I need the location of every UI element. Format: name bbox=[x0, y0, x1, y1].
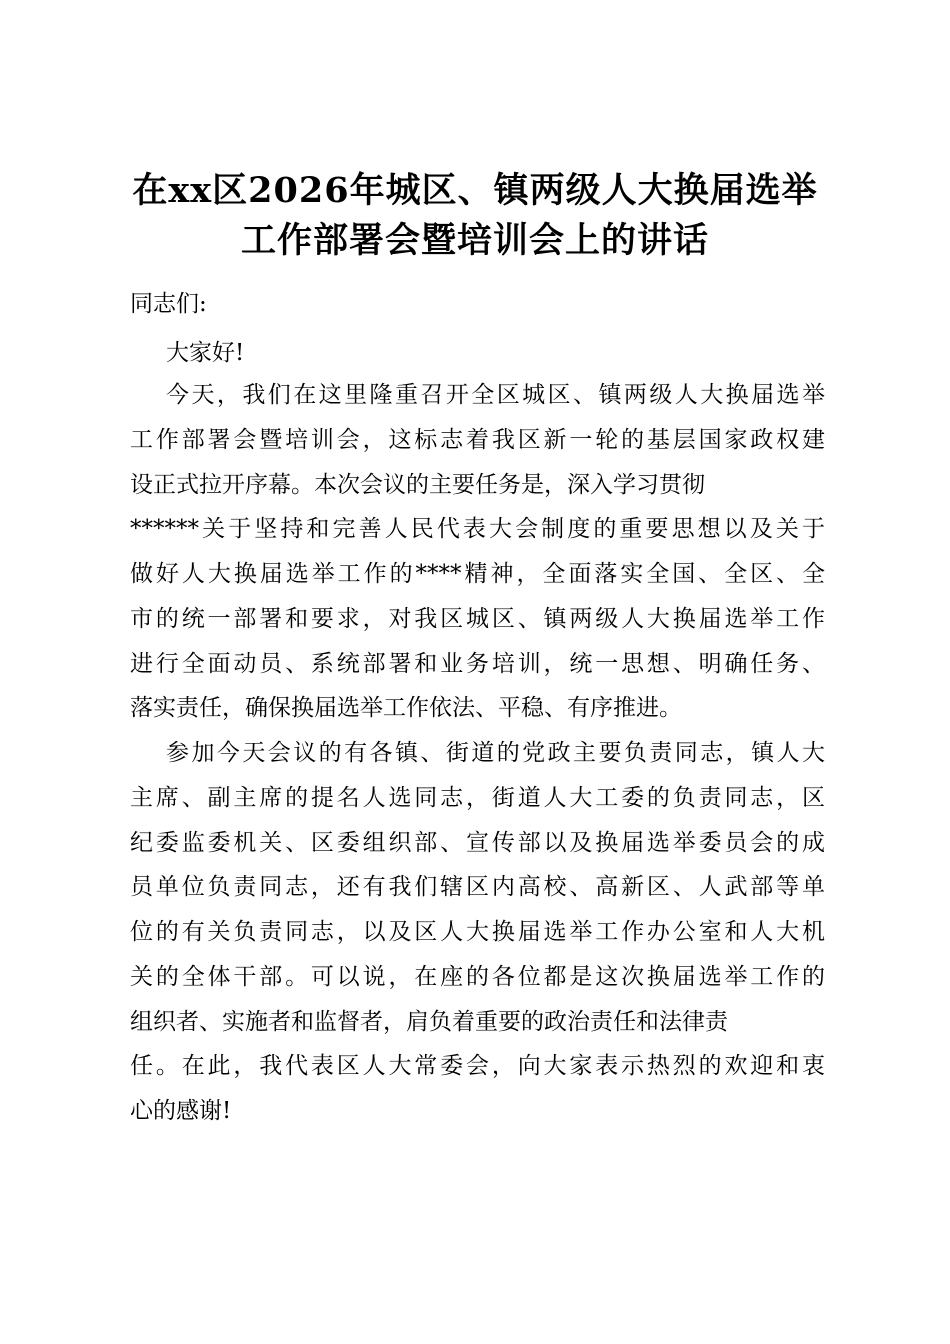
paragraph-1-line: 设正式拉开序幕。本次会议的主要任务是，深入学习贯彻 bbox=[130, 472, 705, 498]
greeting: 大家好! bbox=[166, 340, 245, 366]
paragraph-1-line: 市的统一部署和要求，对我区城区、镇两级人大换届选举工作 bbox=[130, 606, 825, 632]
paragraph-2-line: 心的感谢! bbox=[130, 1098, 232, 1124]
paragraph-2-line: 位的有关负责同志，以及区人大换届选举工作办公室和人大机 bbox=[130, 919, 825, 945]
paragraph-2-line: 任。在此，我代表区人大常委会，向大家表示热烈的欢迎和衷 bbox=[130, 1053, 825, 1079]
paragraph-1-line: ******关于坚持和完善人民代表大会制度的重要思想以及关于 bbox=[130, 516, 825, 542]
paragraph-1-line: 进行全面动员、系统部署和业务培训，统一思想、明确任务、 bbox=[130, 651, 825, 677]
paragraph-2-line: 员单位负责同志，还有我们辖区内高校、高新区、人武部等单 bbox=[130, 874, 825, 900]
paragraph-1-line: 工作部署会暨培训会，这标志着我区新一轮的基层国家政权建 bbox=[130, 427, 825, 453]
document-title-line-2: 工作部署会暨培训会上的讲话 bbox=[240, 220, 709, 261]
paragraph-2-line: 参加今天会议的有各镇、街道的党政主要负责同志，镇人大 bbox=[166, 740, 825, 766]
paragraph-1-line: 今天，我们在这里隆重召开全区城区、镇两级人大换届选举 bbox=[166, 382, 825, 408]
paragraph-2-line: 主席、副主席的提名人选同志，街道人大工委的负责同志，区 bbox=[130, 785, 825, 811]
paragraph-2-line: 关的全体干部。可以说，在座的各位都是这次换届选举工作的 bbox=[130, 964, 825, 990]
paragraph-1-line: 落实责任，确保换届选举工作依法、平稳、有序推进。 bbox=[130, 695, 682, 721]
paragraph-2-line: 组织者、实施者和监督者，肩负着重要的政治责任和法律责 bbox=[130, 1009, 728, 1035]
salutation: 同志们: bbox=[130, 291, 207, 317]
document-title-line-1: 在xx区2026年城区、镇两级人大换届选举 bbox=[132, 170, 818, 211]
paragraph-1-line: 做好人大换届选举工作的****精神，全面落实全国、全区、全 bbox=[130, 561, 825, 587]
paragraph-2-line: 纪委监委机关、区委组织部、宣传部以及换届选举委员会的成 bbox=[130, 830, 825, 856]
